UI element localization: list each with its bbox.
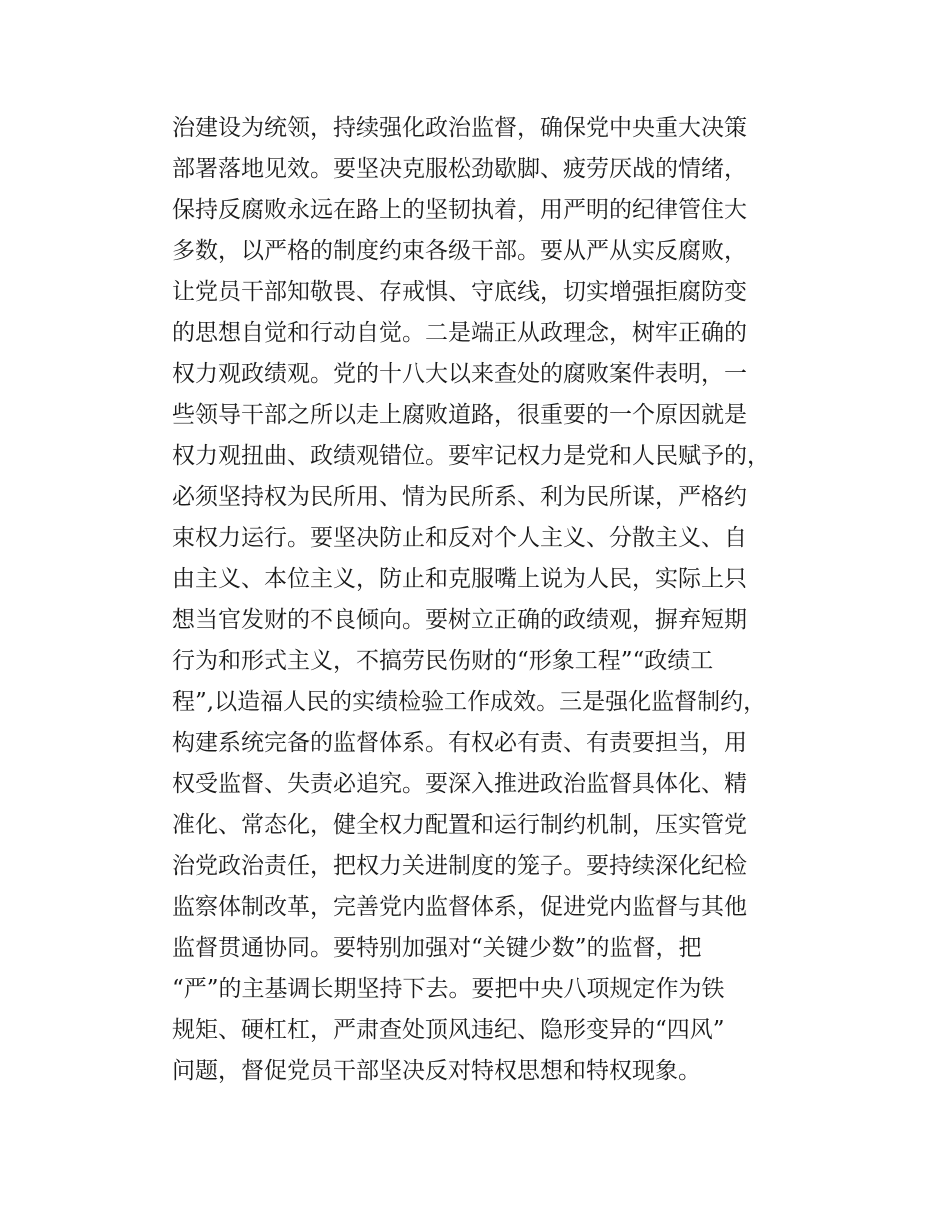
text-line: 监察体制改革，完善党内监督体系，促进党内监督与其他 bbox=[172, 894, 747, 920]
text-line: 保持反腐败永远在路上的坚韧执着，用严明的纪律管住大 bbox=[172, 197, 747, 223]
text-line: 由主义、本位主义，防止和克服嘴上说为人民，实际上只 bbox=[172, 566, 747, 592]
text-line: 规矩、硬杠杠，严肃查处顶风违纪、隐形变异的“四风” bbox=[172, 1017, 725, 1043]
text-line: 让党员干部知敬畏、存戒惧、守底线，切实增强拒腐防变 bbox=[172, 279, 747, 305]
text-line: 权力观政绩观。党的十八大以来查处的腐败案件表明，一 bbox=[172, 361, 747, 387]
text-line: 多数，以严格的制度约束各级干部。要从严从实反腐败， bbox=[172, 238, 747, 264]
text-line: 部署落地见效。要坚决克服松劲歇脚、疲劳厌战的情绪， bbox=[172, 156, 747, 182]
text-line: 权力观扭曲、政绩观错位。要牢记权力是党和人民赋予的， bbox=[172, 443, 770, 469]
text-line: 程”,以造福人民的实绩检验工作成效。三是强化监督制约， bbox=[172, 689, 767, 715]
text-line: “严”的主基调长期坚持下去。要把中央八项规定作为铁 bbox=[172, 976, 725, 1002]
text-line: 问题，督促党员干部坚决反对特权思想和特权现象。 bbox=[172, 1058, 701, 1084]
body-paragraph bbox=[172, 108, 832, 1092]
text-line: 行为和形式主义，不搞劳民伤财的“形象工程”“政绩工 bbox=[172, 648, 714, 674]
text-line: 治建设为统领，持续强化政治监督，确保党中央重大决策 bbox=[172, 115, 747, 141]
text-line: 治党政治责任，把权力关进制度的笼子。要持续深化纪检 bbox=[172, 853, 747, 879]
text-line: 监督贯通协同。要特别加强对“关键少数”的监督，把 bbox=[172, 935, 702, 961]
text-line: 必须坚持权为民所用、情为民所系、利为民所谋，严格约 bbox=[172, 484, 747, 510]
text-line: 束权力运行。要坚决防止和反对个人主义、分散主义、自 bbox=[172, 525, 747, 551]
text-line: 想当官发财的不良倾向。要树立正确的政绩观，摒弃短期 bbox=[172, 607, 747, 633]
text-line: 些领导干部之所以走上腐败道路，很重要的一个原因就是 bbox=[172, 402, 747, 428]
text-line: 准化、常态化，健全权力配置和运行制约机制，压实管党 bbox=[172, 812, 747, 838]
text-line: 权受监督、失责必追究。要深入推进政治监督具体化、精 bbox=[172, 771, 747, 797]
text-line: 的思想自觉和行动自觉。二是端正从政理念，树牢正确的 bbox=[172, 320, 747, 346]
text-line: 构建系统完备的监督体系。有权必有责、有责要担当，用 bbox=[172, 730, 747, 756]
